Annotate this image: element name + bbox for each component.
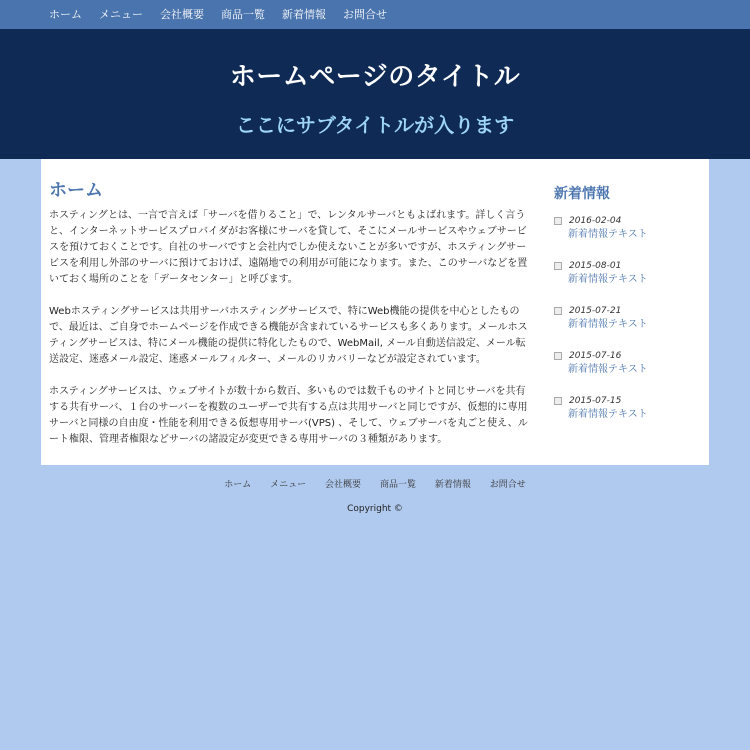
main-content [49, 176, 531, 464]
calendar-icon [554, 217, 562, 225]
news-item [554, 393, 704, 438]
paragraph: Webホスティングサービスは共用サーバホスティングサービスで、特にWeb機能の提供を中心としたもので、最近は、ご自身でホームページを作成できる機能が含まれているサービスも多くあります。メールホスティングサービスは、特にメール機能の提供に特化したもので、WebMail, メール自動送信設定、メール転送設定、迷惑メール設定、迷惑メールフィルター、メールのリカバリーなどが設定されています。 [49, 306, 528, 365]
nav-news[interactable]: 新着情報 [282, 8, 326, 21]
calendar-icon [554, 397, 562, 405]
footer-nav-company[interactable]: 会社概要 [325, 480, 362, 490]
calendar-icon [554, 352, 562, 360]
hero-banner [0, 29, 750, 159]
news-date: 2015-08-01 [569, 260, 622, 271]
nav-company[interactable]: 会社概要 [160, 8, 204, 21]
site-subtitle: ここにサブタイトルが入ります [235, 113, 515, 137]
news-item [554, 348, 704, 393]
news-link[interactable]: 新着情報テキスト [568, 274, 648, 285]
site-title: ホームページのタイトル [229, 62, 521, 92]
sidebar-heading: 新着情報 [554, 186, 610, 202]
news-link[interactable]: 新着情報テキスト [568, 364, 648, 375]
calendar-icon [554, 307, 562, 315]
footer-nav-menu[interactable]: メニュー [270, 480, 307, 490]
content-container [41, 159, 709, 465]
sidebar [554, 183, 704, 438]
news-item [554, 303, 704, 348]
calendar-icon [554, 262, 562, 270]
news-date: 2015-07-15 [569, 395, 622, 406]
footer-nav-products[interactable]: 商品一覧 [379, 480, 416, 490]
news-item [554, 258, 704, 303]
nav-contact[interactable]: お問合せ [343, 8, 387, 21]
footer-nav [0, 477, 750, 490]
paragraph: ホスティングとは、一言で言えば「サーバを借りること」で、レンタルサーバともよばれます。詳しく言うと、インターネットサービスプロバイダがお客様にサーバを貸して、そこにメールサービスやウェブサービスを預けておくことです。自社のサーバですと会社内でしか使えないことが多いですが、ホスティングサービスを利用し外部のサーバに預けておけば、遠隔地での利用が可能になります。また、このサーバなどを置いておく場所のことを「データセンター」と呼びます。 [49, 210, 528, 285]
news-date: 2015-07-21 [569, 305, 622, 316]
page-heading: ホーム [49, 180, 103, 201]
paragraph: ホスティングサービスは、ウェブサイトが数十から数百、多いものでは数千ものサイトと同じサーバを共有する共有サーバ、１台のサーバーを複数のユーザーで共有する点は共用サーバと同じですが、仮想的に専用サーバと同様の自由度・性能を利用できる仮想専用サーバ(VPS) 、そして、ウェブサーバを丸ごと使え、ルート権限、管理者権限などサーバの諸設定が変更できる専用サーバの３種類があります。 [49, 386, 528, 445]
nav-products[interactable]: 商品一覧 [221, 8, 265, 21]
nav-home[interactable]: ホーム [49, 8, 82, 21]
footer-nav-news[interactable]: 新着情報 [434, 480, 471, 490]
footer-nav-contact[interactable]: お問合せ [489, 480, 526, 490]
news-link[interactable]: 新着情報テキスト [568, 319, 648, 330]
footer-nav-home[interactable]: ホーム [224, 480, 252, 490]
top-nav [0, 0, 750, 29]
copyright: Copyright © [347, 504, 403, 514]
news-date: 2015-07-16 [569, 350, 622, 361]
news-date: 2016-02-04 [569, 215, 622, 226]
nav-menu[interactable]: メニュー [99, 8, 143, 21]
news-link[interactable]: 新着情報テキスト [568, 409, 648, 420]
news-link[interactable]: 新着情報テキスト [568, 229, 648, 240]
news-item [554, 213, 704, 258]
